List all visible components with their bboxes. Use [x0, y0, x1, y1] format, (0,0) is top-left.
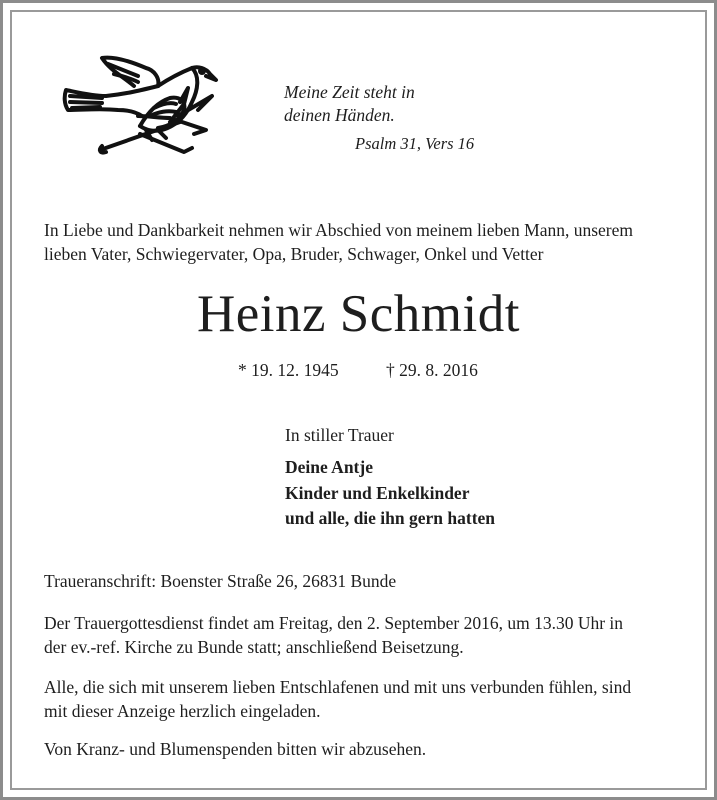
dove-on-branch-icon: [62, 46, 230, 160]
motto-line: deinen Händen.: [284, 105, 395, 125]
intro-text: [44, 218, 684, 266]
flowers-note: Von Kranz- und Blumenspenden bitten wir abzusehen.: [44, 739, 427, 759]
deceased-name: Heinz Schmidt: [197, 285, 520, 343]
motto-line: Meine Zeit steht in: [284, 82, 415, 102]
intro-line: In Liebe und Dankbarkeit nehmen wir Abschied von meinem lieben Mann, unserem: [44, 220, 634, 240]
invitation-line: Alle, die sich mit unserem lieben Entschlafenen und mit uns verbunden fühlen, sind: [44, 677, 632, 697]
invitation-line: mit dieser Anzeige herzlich eingeladen.: [44, 701, 321, 721]
service-line: der ev.-ref. Kirche zu Bunde statt; anschließend Beisetzung.: [44, 637, 464, 657]
funeral-service-info: [44, 611, 684, 659]
mourning-intro: In stiller Trauer: [285, 425, 394, 445]
intro-line: lieben Vater, Schwiegervater, Opa, Bruder, Schwager, Onkel und Vetter: [44, 244, 544, 264]
invitation-text: [44, 675, 684, 723]
motto-reference: Psalm 31, Vers 16: [355, 134, 475, 153]
mourner: Deine Antje: [285, 457, 373, 477]
death-date: † 29. 8. 2016: [386, 360, 478, 380]
mourner: und alle, die ihn gern hatten: [285, 508, 496, 528]
mourners-list: [285, 455, 495, 532]
motto-quote: [284, 81, 415, 127]
mourning-address: Traueranschrift: Boenster Straße 26, 26831 Bunde: [44, 571, 397, 591]
mourner: Kinder und Enkelkinder: [285, 482, 470, 503]
service-line: Der Trauergottesdienst findet am Freitag, den 2. September 2016, um 13.30 Uhr in: [44, 613, 624, 633]
birth-date: * 19. 12. 1945: [238, 360, 339, 380]
